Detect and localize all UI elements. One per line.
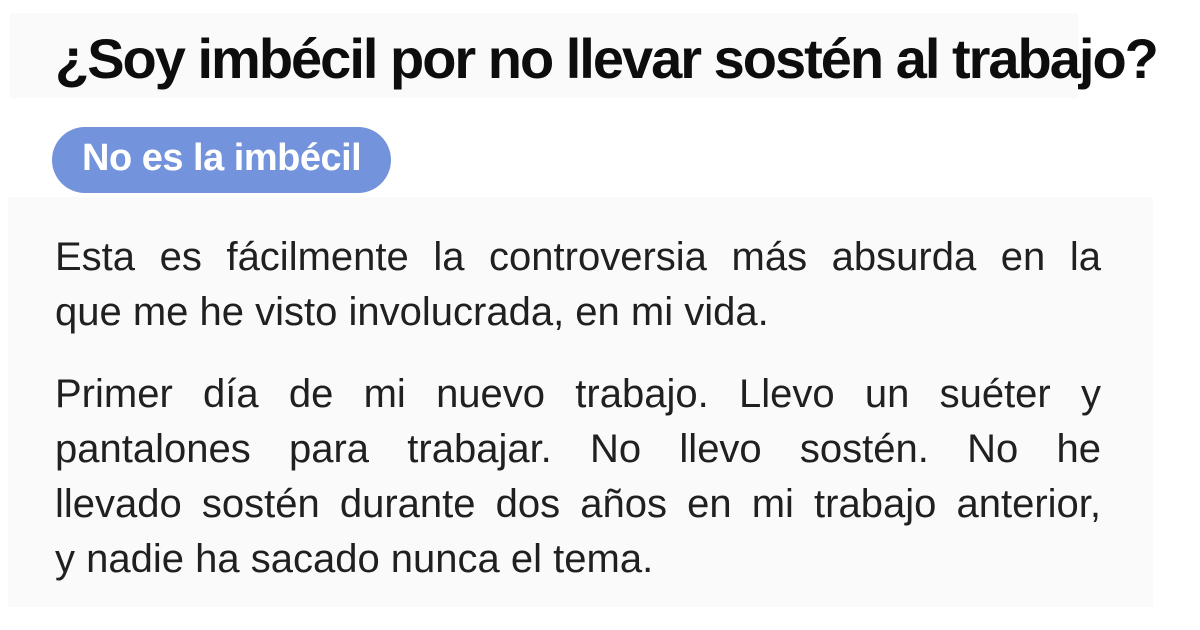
body-line: pantalones para trabajar. No llevo sostén. No he [55, 427, 1101, 471]
body-paragraph [55, 230, 1101, 340]
body-line: llevado sostén durante dos años en mi trabajo anterior, [55, 482, 1101, 526]
body-line: Primer día de mi nuevo trabajo. Llevo un suéter y [55, 372, 1101, 416]
verdict-badge-label: No es la imbécil [82, 136, 362, 179]
body-paragraph [55, 367, 1101, 587]
body-line: y nadie ha sacado nunca el tema. [55, 537, 654, 581]
verdict-badge[interactable] [52, 127, 391, 193]
body-line: que me he visto involucrada, en mi vida. [55, 290, 769, 334]
post-body-text [55, 230, 1101, 587]
post-title: ¿Soy imbécil por no llevar sostén al trabajo? [55, 27, 1157, 90]
body-line: Esta es fácilmente la controversia más absurda en la [55, 235, 1101, 279]
